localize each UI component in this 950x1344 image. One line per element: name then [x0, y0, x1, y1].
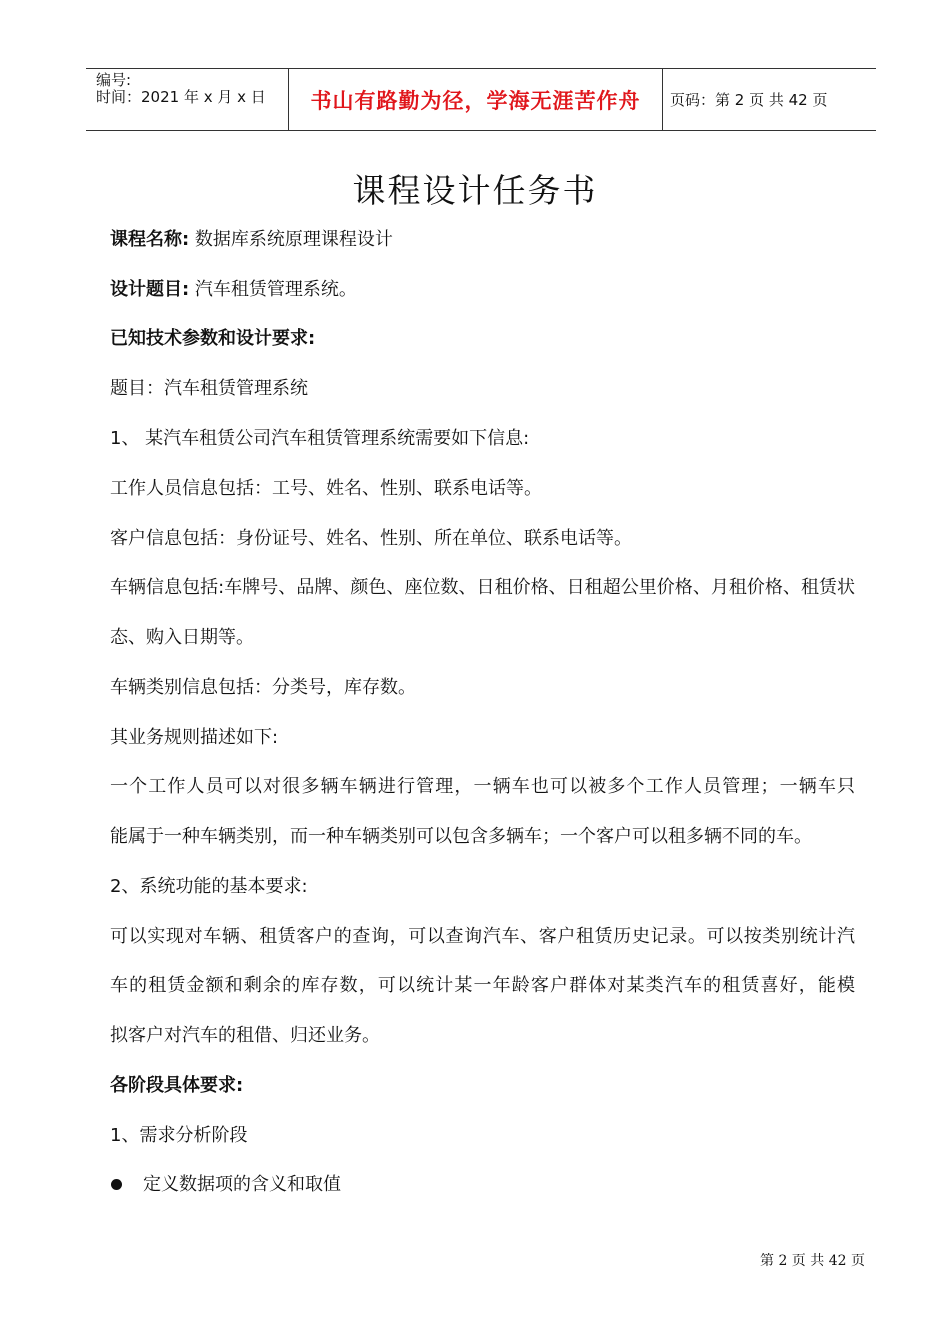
item-2-line: 2、系统功能的基本要求: — [110, 876, 308, 897]
design-topic-line — [110, 278, 357, 302]
header-page-cell — [662, 69, 876, 130]
rules-intro-line: 其业务规则描述如下: — [110, 727, 279, 748]
header-motto-cell — [288, 69, 663, 130]
function-line-3: 拟客户对汽车的租借、归还业务。 — [110, 1025, 380, 1046]
category-info-line: 车辆类别信息包括：分类号，库存数。 — [110, 677, 416, 698]
rules-line-2: 能属于一种车辆类别，而一种车辆类别可以包含多辆车；一个客户可以租多辆不同的车。 — [110, 826, 812, 847]
function-line-2: 车的租赁金额和剩余的库存数，可以统计某一年龄客户群体对某类汽车的租赁喜好，能模 — [110, 975, 855, 996]
requirements-heading: 已知技术参数和设计要求: — [110, 328, 316, 349]
stage-1-line: 1、需求分析阶段 — [110, 1125, 248, 1146]
bullet-dot-icon — [111, 1179, 122, 1190]
document-title: 课程设计任务书 — [352, 171, 598, 210]
item-1-line: 1、 某汽车租赁公司汽车租赁管理系统需要如下信息: — [110, 428, 530, 449]
design-topic-value: 汽车租赁管理系统。 — [189, 279, 357, 300]
header-left-cell — [86, 69, 288, 130]
header-time-label: 时间：2021 年 x 月 x 日 — [96, 88, 266, 106]
page-footer: 第 2 页 共 42 页 — [760, 1253, 865, 1269]
document-header — [86, 68, 876, 131]
course-name-value: 数据库系统原理课程设计 — [189, 229, 393, 250]
rules-line-1: 一个工作人员可以对很多辆车辆进行管理，一辆车也可以被多个工作人员管理；一辆车只 — [110, 776, 855, 797]
header-number-label: 编号: — [96, 71, 132, 89]
topic-line: 题目：汽车租赁管理系统 — [110, 378, 308, 399]
course-name-line — [110, 228, 393, 252]
stages-heading: 各阶段具体要求: — [110, 1075, 244, 1096]
customer-info-line: 客户信息包括：身份证号、姓名、性别、所在单位、联系电话等。 — [110, 528, 632, 549]
header-page-code: 页码：第 2 页 共 42 页 — [670, 91, 828, 109]
vehicle-info-line-1: 车辆信息包括:车牌号、品牌、颜色、座位数、日租价格、日租超公里价格、月租价格、租赁状 — [110, 577, 855, 598]
course-name-label: 课程名称: — [110, 229, 190, 250]
bullet-item-1: 定义数据项的含义和取值 — [143, 1174, 341, 1195]
design-topic-label: 设计题目: — [110, 279, 190, 300]
header-motto: 书山有路勤为径，学海无涯苦作舟 — [310, 88, 641, 113]
vehicle-info-line-2: 态、购入日期等。 — [110, 627, 254, 648]
staff-info-line: 工作人员信息包括：工号、姓名、性别、联系电话等。 — [110, 478, 542, 499]
function-line-1: 可以实现对车辆、租赁客户的查询，可以查询汽车、客户租赁历史记录。可以按类别统计汽 — [110, 926, 855, 947]
